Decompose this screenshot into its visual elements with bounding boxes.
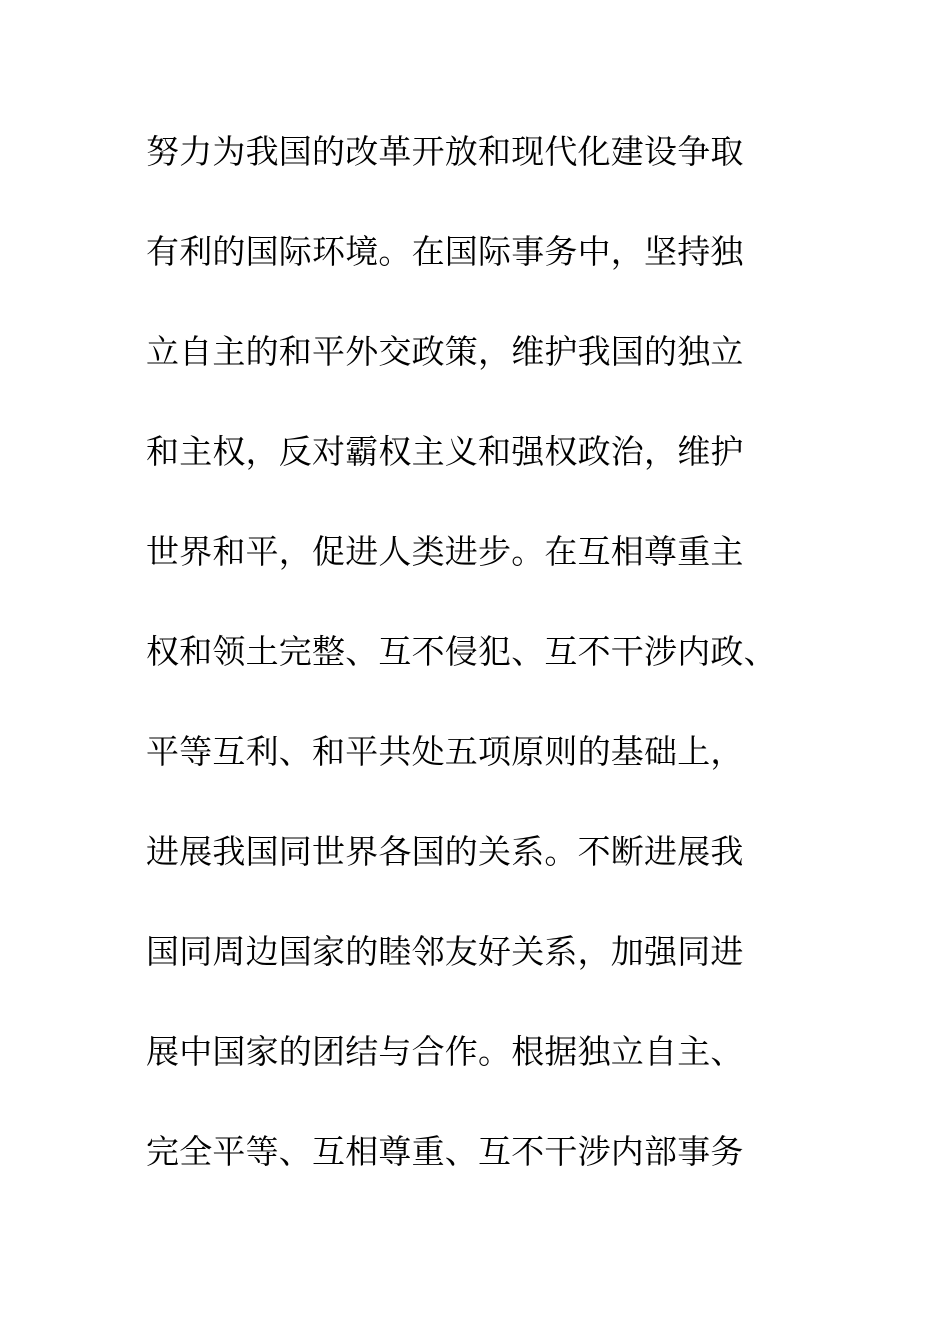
text-line-7: 平等互利、和平共处五项原则的基础上， (146, 732, 744, 771)
text-line-9: 国同周边国家的睦邻友好关系，加强同进 (146, 932, 744, 971)
text-line-11: 完全平等、互相尊重、互不干涉内部事务 (146, 1132, 744, 1171)
body-text (146, 128, 846, 1228)
text-line-5: 世界和平，促进人类进步。在互相尊重主 (146, 532, 744, 571)
text-line-1: 努力为我国的改革开放和现代化建设争取 (146, 132, 744, 171)
text-line-3: 立自主的和平外交政策，维护我国的独立 (146, 332, 744, 371)
text-line-2: 有利的国际环境。在国际事务中，坚持独 (146, 232, 744, 271)
text-line-10: 展中国家的团结与合作。根据独立自主、 (146, 1032, 744, 1071)
text-line-4: 和主权，反对霸权主义和强权政治，维护 (146, 432, 744, 471)
text-line-8: 进展我国同世界各国的关系。不断进展我 (146, 832, 744, 871)
text-line-6: 权和领土完整、互不侵犯、互不干涉内政、 (146, 632, 777, 671)
